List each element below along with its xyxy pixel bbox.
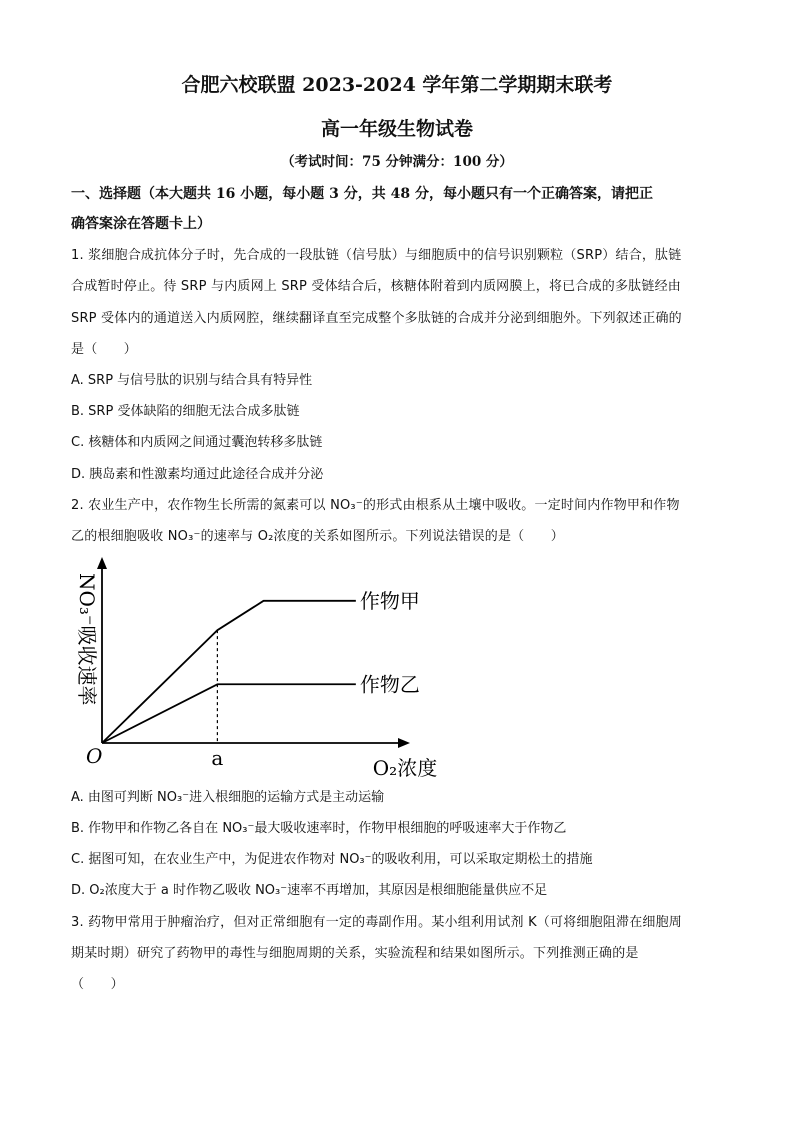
series-line-1	[102, 684, 356, 743]
y-axis-arrow	[97, 557, 107, 569]
q2-stem-line2: 乙的根细胞吸收 NO₃⁻的速率与 O₂浓度的关系如图所示。下列说法错误的是（ ）	[71, 529, 564, 544]
q2-option-d: D. O₂浓度大于 a 时作物乙吸收 NO₃⁻速率不再增加，其原因是根细胞能量供应不足	[71, 883, 548, 898]
q1-stem-line: SRP 受体内的通道送入内质网腔，继续翻译直至完成整个多肽链的合成并分泌到细胞外。下列叙述正确的	[71, 311, 682, 326]
q1-option-b: B. SRP 受体缺陷的细胞无法合成多肽链	[71, 404, 300, 419]
q1-stem-line: 合成暂时停止。待 SRP 与内质网上 SRP 受体结合后，核糖体附着到内质网膜上，将已合成的多肽链经由	[71, 279, 681, 294]
exam-info: （考试时间：75 分钟满分：100 分）	[281, 154, 513, 170]
x-axis-arrow	[398, 738, 410, 748]
q1-stem-line: 1. 浆细胞合成抗体分子时，先合成的一段肽链（信号肽）与细胞质中的信号识别颗粒（SRP）结合，肽链	[71, 248, 682, 263]
origin-label: O	[86, 744, 103, 768]
section-heading-line1: 一、选择题（本大题共 16 小题，每小题 3 分，共 48 分，每小题只有一个正确答案，请把正	[71, 186, 653, 202]
q3-stem-line: 3. 药物甲常用于肿瘤治疗，但对正常细胞有一定的毒副作用。某小组利用试剂 K（可将细胞阻滞在细胞周	[71, 915, 682, 930]
x-axis-label: O₂浓度	[372, 756, 438, 780]
series-label-crop-a: 作物甲	[359, 588, 420, 613]
x-tick-label: a	[211, 746, 224, 770]
q3-stem-line: 期某时期）研究了药物甲的毒性与细胞周期的关系，实验流程和结果如图所示。下列推测正确的是	[71, 946, 639, 961]
q1-option-d: D. 胰岛素和性激素均通过此途径合成并分泌	[71, 467, 324, 482]
y-axis-label: NO₃⁻吸收速率	[75, 573, 99, 706]
series-line-0	[102, 601, 356, 743]
exam-title: 合肥六校联盟 2023-2024 学年第二学期期末联考	[181, 74, 613, 96]
q3-stem-line: （ ）	[71, 977, 124, 992]
no3-uptake-chart	[60, 555, 438, 785]
q1-option-c: C. 核糖体和内质网之间通过囊泡转移多肽链	[71, 435, 323, 450]
exam-subtitle: 高一年级生物试卷	[320, 118, 473, 140]
q2-option-b: B. 作物甲和作物乙各自在 NO₃⁻最大吸收速率时，作物甲根细胞的呼吸速率大于作物乙	[71, 821, 567, 836]
series-label-crop-b: 作物乙	[359, 672, 420, 697]
q2-option-c: C. 据图可知，在农业生产中，为促进农作物对 NO₃⁻的吸收利用，可以采取定期松土的措施	[71, 852, 593, 867]
q2-option-a: A. 由图可判断 NO₃⁻进入根细胞的运输方式是主动运输	[71, 790, 385, 805]
q1-stem-line: 是（ ）	[71, 342, 138, 357]
section-heading-line2: 确答案涂在答题卡上）	[71, 216, 211, 232]
q1-option-a: A. SRP 与信号肽的识别与结合具有特异性	[71, 373, 313, 388]
q2-stem-line1: 2. 农业生产中，农作物生长所需的氮素可以 NO₃⁻的形式由根系从土壤中吸收。一定时间内作物甲和作物	[71, 498, 680, 513]
